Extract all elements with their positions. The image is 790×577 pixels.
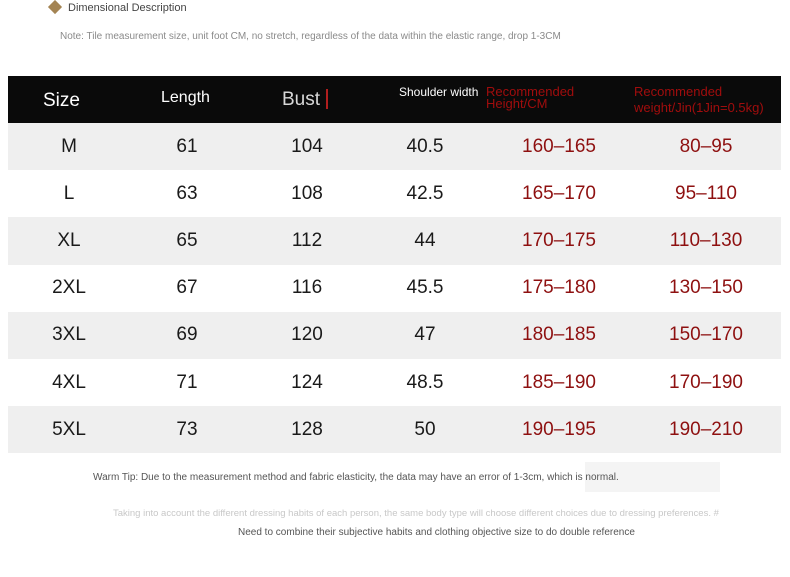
cell-weight: 95–110 bbox=[675, 182, 737, 204]
section-heading bbox=[50, 0, 187, 16]
cell-height: 165–170 bbox=[522, 182, 596, 204]
cell-height: 190–195 bbox=[522, 418, 596, 440]
cell-height: 160–165 bbox=[522, 135, 596, 157]
warm-tip: Warm Tip: Due to the measurement method and fabric elasticity, the data may have an error of 1-3cm, which is normal. bbox=[93, 472, 619, 483]
section-title: Dimensional Description bbox=[68, 2, 187, 14]
size-chart-table bbox=[8, 76, 781, 453]
cell-shoulder: 42.5 bbox=[406, 182, 444, 204]
cell-weight: 190–210 bbox=[669, 418, 743, 440]
cell-length: 65 bbox=[176, 229, 198, 251]
cell-size: XL bbox=[57, 229, 81, 251]
cell-height: 170–175 bbox=[522, 229, 596, 251]
cell-bust: 112 bbox=[291, 229, 323, 251]
cell-size: L bbox=[63, 182, 75, 204]
diamond-icon bbox=[48, 0, 62, 14]
cell-weight: 150–170 bbox=[669, 324, 743, 346]
double-reference-note: Need to combine their subjective habits and clothing objective size to do double reference bbox=[238, 527, 635, 538]
cell-bust: 116 bbox=[291, 277, 323, 299]
cell-bust: 108 bbox=[291, 182, 323, 204]
header-size: Size bbox=[43, 90, 80, 111]
header-recommended-height: Recommended Height/CM bbox=[486, 84, 575, 111]
table-header bbox=[8, 76, 781, 123]
table-row bbox=[8, 359, 781, 406]
cell-bust: 104 bbox=[291, 135, 323, 157]
header-recommended-weight: Recommended weight/Jin(1Jin=0.5kg) bbox=[634, 84, 764, 115]
header-shoulder: Shoulder width bbox=[399, 85, 479, 99]
cell-shoulder: 40.5 bbox=[406, 135, 444, 157]
cell-height: 175–180 bbox=[522, 277, 596, 299]
cell-shoulder: 44 bbox=[414, 229, 436, 251]
cell-bust: 120 bbox=[291, 324, 323, 346]
table-row bbox=[8, 406, 781, 453]
cell-size: 2XL bbox=[52, 277, 86, 299]
cell-shoulder: 48.5 bbox=[406, 371, 444, 393]
cell-shoulder: 47 bbox=[414, 324, 436, 346]
cell-size: 4XL bbox=[52, 371, 86, 393]
measurement-note: Note: Tile measurement size, unit foot CM, no stretch, regardless of the data within the elastic range, drop 1-3CM bbox=[60, 31, 561, 42]
table-row bbox=[8, 170, 781, 217]
cell-shoulder: 50 bbox=[414, 418, 436, 440]
cell-size: 5XL bbox=[52, 418, 86, 440]
table-row bbox=[8, 312, 781, 359]
dressing-habits-note: Taking into account the different dressing habits of each person, the same body type will choose different choices due to dressing preferences. # bbox=[113, 508, 719, 519]
cell-height: 180–185 bbox=[522, 324, 596, 346]
header-bust-marker bbox=[326, 89, 328, 109]
cell-weight: 170–190 bbox=[669, 371, 743, 393]
cell-length: 69 bbox=[176, 324, 198, 346]
cell-weight: 130–150 bbox=[669, 277, 743, 299]
cell-height: 185–190 bbox=[522, 371, 596, 393]
table-row bbox=[8, 123, 781, 170]
header-bust: Bust bbox=[282, 89, 321, 110]
cell-bust: 124 bbox=[291, 371, 323, 393]
cell-length: 71 bbox=[176, 371, 198, 393]
cell-size: 3XL bbox=[52, 324, 86, 346]
cell-weight: 80–95 bbox=[679, 135, 733, 157]
header-length: Length bbox=[161, 89, 210, 106]
cell-length: 61 bbox=[176, 135, 198, 157]
cell-length: 63 bbox=[176, 182, 198, 204]
cell-shoulder: 45.5 bbox=[406, 277, 444, 299]
cell-bust: 128 bbox=[291, 418, 323, 440]
cell-size: M bbox=[61, 135, 77, 157]
cell-weight: 110–130 bbox=[669, 229, 743, 251]
cell-length: 73 bbox=[176, 418, 198, 440]
table-row bbox=[8, 217, 781, 264]
cell-length: 67 bbox=[176, 277, 198, 299]
table-row bbox=[8, 265, 781, 312]
